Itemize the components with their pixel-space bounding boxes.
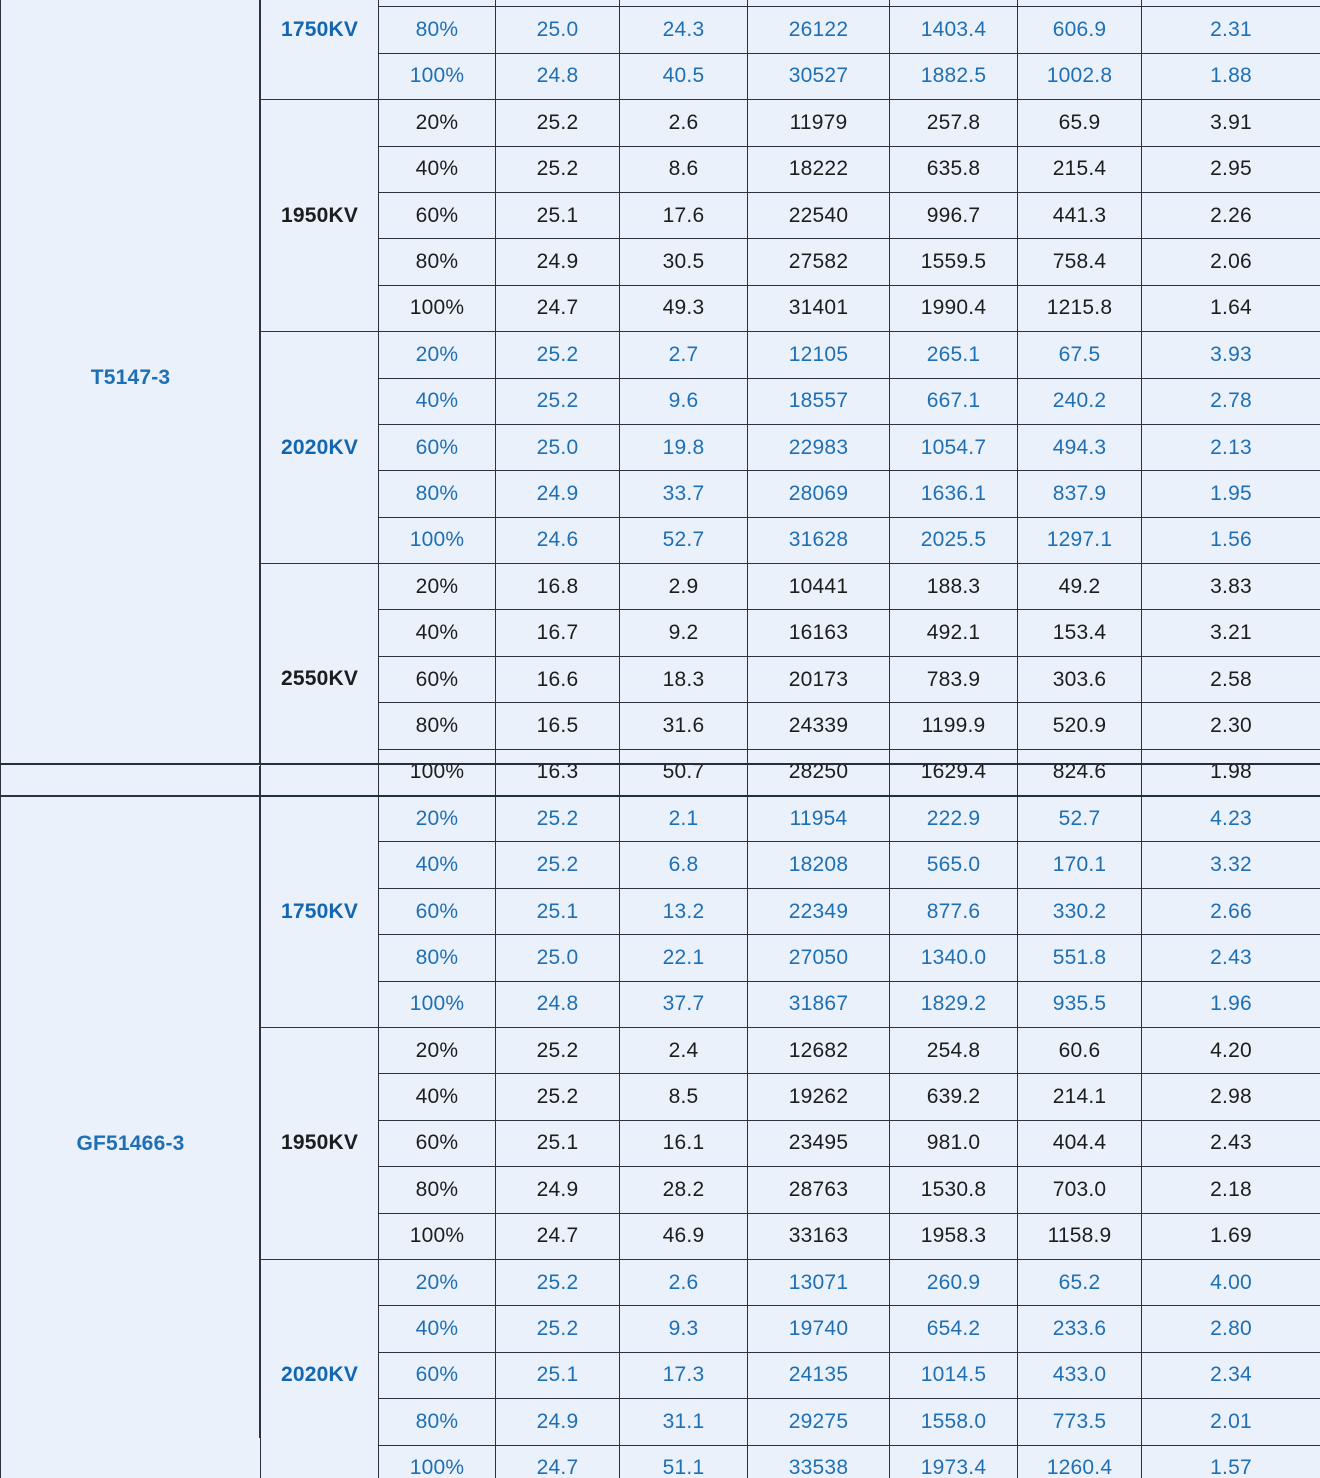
rpm-cell: 31401 bbox=[748, 285, 890, 331]
efficiency-cell: 2.34 bbox=[1142, 1352, 1320, 1398]
efficiency-cell: 1.96 bbox=[1142, 981, 1320, 1027]
current-cell: 13.2 bbox=[620, 888, 748, 934]
voltage-cell: 25.0 bbox=[496, 424, 620, 470]
rpm-cell: 23495 bbox=[748, 1120, 890, 1166]
current-cell: 51.1 bbox=[620, 1445, 748, 1478]
power-cell: 520.9 bbox=[1018, 703, 1142, 749]
rpm-cell: 18222 bbox=[748, 146, 890, 192]
rpm-cell: 22349 bbox=[748, 888, 890, 934]
throttle-cell: 20% bbox=[379, 332, 496, 378]
current-cell: 22.1 bbox=[620, 935, 748, 981]
voltage-cell: 24.9 bbox=[496, 239, 620, 285]
thrust-cell: 1559.5 bbox=[890, 239, 1018, 285]
thrust-cell: 1829.2 bbox=[890, 981, 1018, 1027]
efficiency-cell: 3.83 bbox=[1142, 564, 1320, 610]
thrust-cell: 1973.4 bbox=[890, 1445, 1018, 1478]
throttle-cell: 100% bbox=[379, 981, 496, 1027]
efficiency-cell: 1.98 bbox=[1142, 749, 1320, 795]
power-cell: 837.9 bbox=[1018, 471, 1142, 517]
kv-rating-cell: 2020KV bbox=[261, 1259, 379, 1478]
throttle-cell: 60% bbox=[379, 656, 496, 702]
thrust-cell: 565.0 bbox=[890, 842, 1018, 888]
voltage-cell: 25.2 bbox=[496, 100, 620, 146]
thrust-cell: 981.0 bbox=[890, 1120, 1018, 1166]
current-cell: 31.6 bbox=[620, 703, 748, 749]
power-cell: 49.2 bbox=[1018, 564, 1142, 610]
current-cell bbox=[620, 0, 748, 7]
current-cell: 30.5 bbox=[620, 239, 748, 285]
rpm-cell: 11979 bbox=[748, 100, 890, 146]
efficiency-cell: 2.95 bbox=[1142, 146, 1320, 192]
power-cell: 65.2 bbox=[1018, 1259, 1142, 1305]
voltage-cell: 25.1 bbox=[496, 192, 620, 238]
thrust-cell: 222.9 bbox=[890, 796, 1018, 842]
throttle-cell: 100% bbox=[379, 53, 496, 99]
voltage-cell: 25.1 bbox=[496, 888, 620, 934]
throttle-cell: 40% bbox=[379, 1074, 496, 1120]
throttle-cell: 80% bbox=[379, 471, 496, 517]
voltage-cell: 25.2 bbox=[496, 796, 620, 842]
thrust-cell: 2025.5 bbox=[890, 517, 1018, 563]
voltage-cell: 24.7 bbox=[496, 1213, 620, 1259]
current-cell: 18.3 bbox=[620, 656, 748, 702]
current-cell: 37.7 bbox=[620, 981, 748, 1027]
current-cell: 2.7 bbox=[620, 332, 748, 378]
power-cell: 494.3 bbox=[1018, 424, 1142, 470]
voltage-cell bbox=[496, 0, 620, 7]
voltage-cell: 25.2 bbox=[496, 378, 620, 424]
throttle-cell: 80% bbox=[379, 1399, 496, 1445]
power-cell: 1297.1 bbox=[1018, 517, 1142, 563]
efficiency-cell: 1.64 bbox=[1142, 285, 1320, 331]
thrust-cell: 1199.9 bbox=[890, 703, 1018, 749]
efficiency-cell: 1.56 bbox=[1142, 517, 1320, 563]
current-cell: 2.6 bbox=[620, 100, 748, 146]
thrust-cell: 1882.5 bbox=[890, 53, 1018, 99]
table-body bbox=[1, 0, 1320, 1478]
rpm-cell: 28250 bbox=[748, 749, 890, 795]
rpm-cell: 29275 bbox=[748, 1399, 890, 1445]
thrust-cell: 1990.4 bbox=[890, 285, 1018, 331]
power-cell: 703.0 bbox=[1018, 1167, 1142, 1213]
voltage-cell: 25.2 bbox=[496, 1306, 620, 1352]
power-cell: 303.6 bbox=[1018, 656, 1142, 702]
current-cell: 40.5 bbox=[620, 53, 748, 99]
thrust-cell: 188.3 bbox=[890, 564, 1018, 610]
throttle-cell: 80% bbox=[379, 703, 496, 749]
power-cell: 1215.8 bbox=[1018, 285, 1142, 331]
power-cell: 60.6 bbox=[1018, 1027, 1142, 1073]
rpm-cell: 33163 bbox=[748, 1213, 890, 1259]
efficiency-cell: 1.57 bbox=[1142, 1445, 1320, 1478]
rpm-cell: 28069 bbox=[748, 471, 890, 517]
thrust-cell: 783.9 bbox=[890, 656, 1018, 702]
kv-rating-cell: 1750KV bbox=[261, 796, 379, 1028]
power-cell: 233.6 bbox=[1018, 1306, 1142, 1352]
current-cell: 2.6 bbox=[620, 1259, 748, 1305]
throttle-cell: 20% bbox=[379, 1259, 496, 1305]
efficiency-cell: 2.80 bbox=[1142, 1306, 1320, 1352]
current-cell: 9.3 bbox=[620, 1306, 748, 1352]
throttle-cell: 60% bbox=[379, 888, 496, 934]
thrust-cell: 667.1 bbox=[890, 378, 1018, 424]
thrust-cell bbox=[890, 0, 1018, 7]
efficiency-cell: 2.30 bbox=[1142, 703, 1320, 749]
thrust-cell: 1403.4 bbox=[890, 7, 1018, 53]
power-cell: 330.2 bbox=[1018, 888, 1142, 934]
voltage-cell: 16.7 bbox=[496, 610, 620, 656]
throttle-cell: 60% bbox=[379, 424, 496, 470]
voltage-cell: 25.0 bbox=[496, 7, 620, 53]
throttle-cell: 40% bbox=[379, 610, 496, 656]
current-cell: 33.7 bbox=[620, 471, 748, 517]
rpm-cell: 27050 bbox=[748, 935, 890, 981]
voltage-cell: 24.8 bbox=[496, 53, 620, 99]
power-cell: 215.4 bbox=[1018, 146, 1142, 192]
voltage-cell: 25.2 bbox=[496, 1259, 620, 1305]
model-column-rule-top bbox=[259, 0, 260, 764]
efficiency-cell: 2.66 bbox=[1142, 888, 1320, 934]
current-cell: 46.9 bbox=[620, 1213, 748, 1259]
voltage-cell: 25.2 bbox=[496, 1027, 620, 1073]
rpm-cell: 12105 bbox=[748, 332, 890, 378]
efficiency-cell: 2.31 bbox=[1142, 7, 1320, 53]
model-name-cell: GF51466-3 bbox=[1, 796, 261, 1478]
throttle-cell: 80% bbox=[379, 1167, 496, 1213]
table-row bbox=[1, 796, 1320, 842]
current-cell: 19.8 bbox=[620, 424, 748, 470]
throttle-cell: 40% bbox=[379, 842, 496, 888]
kv-rating-cell: 1750KV bbox=[261, 0, 379, 100]
rpm-cell: 22983 bbox=[748, 424, 890, 470]
voltage-cell: 25.2 bbox=[496, 332, 620, 378]
current-cell: 2.9 bbox=[620, 564, 748, 610]
rpm-cell: 12682 bbox=[748, 1027, 890, 1073]
model-name-cell: T5147-3 bbox=[1, 0, 261, 796]
rpm-cell: 16163 bbox=[748, 610, 890, 656]
throttle-cell: 60% bbox=[379, 1352, 496, 1398]
rpm-cell: 13071 bbox=[748, 1259, 890, 1305]
rpm-cell: 28763 bbox=[748, 1167, 890, 1213]
power-cell: 935.5 bbox=[1018, 981, 1142, 1027]
current-cell: 17.6 bbox=[620, 192, 748, 238]
efficiency-cell: 1.95 bbox=[1142, 471, 1320, 517]
rpm-cell: 11954 bbox=[748, 796, 890, 842]
current-cell: 9.6 bbox=[620, 378, 748, 424]
rpm-cell: 31628 bbox=[748, 517, 890, 563]
efficiency-cell: 3.91 bbox=[1142, 100, 1320, 146]
rpm-cell: 24339 bbox=[748, 703, 890, 749]
voltage-cell: 24.9 bbox=[496, 1167, 620, 1213]
rpm-cell: 20173 bbox=[748, 656, 890, 702]
section-divider bbox=[0, 763, 1320, 765]
rpm-cell: 22540 bbox=[748, 192, 890, 238]
power-cell bbox=[1018, 0, 1142, 7]
voltage-cell: 16.5 bbox=[496, 703, 620, 749]
voltage-cell: 16.8 bbox=[496, 564, 620, 610]
efficiency-cell: 4.23 bbox=[1142, 796, 1320, 842]
power-cell: 433.0 bbox=[1018, 1352, 1142, 1398]
current-cell: 50.7 bbox=[620, 749, 748, 795]
model-column-rule-bottom bbox=[259, 766, 260, 1438]
efficiency-cell: 2.13 bbox=[1142, 424, 1320, 470]
throttle-cell: 100% bbox=[379, 517, 496, 563]
throttle-cell: 100% bbox=[379, 1445, 496, 1478]
kv-rating-cell: 1950KV bbox=[261, 100, 379, 332]
efficiency-cell: 2.43 bbox=[1142, 935, 1320, 981]
rpm-cell: 30527 bbox=[748, 53, 890, 99]
thrust-cell: 260.9 bbox=[890, 1259, 1018, 1305]
power-cell: 1002.8 bbox=[1018, 53, 1142, 99]
voltage-cell: 24.9 bbox=[496, 1399, 620, 1445]
efficiency-cell: 2.98 bbox=[1142, 1074, 1320, 1120]
voltage-cell: 24.6 bbox=[496, 517, 620, 563]
efficiency-cell: 2.18 bbox=[1142, 1167, 1320, 1213]
rpm-cell: 18208 bbox=[748, 842, 890, 888]
power-cell: 441.3 bbox=[1018, 192, 1142, 238]
efficiency-cell: 2.58 bbox=[1142, 656, 1320, 702]
efficiency-cell: 2.06 bbox=[1142, 239, 1320, 285]
voltage-cell: 25.1 bbox=[496, 1352, 620, 1398]
efficiency-cell: 3.32 bbox=[1142, 842, 1320, 888]
voltage-cell: 25.2 bbox=[496, 1074, 620, 1120]
voltage-cell: 24.7 bbox=[496, 285, 620, 331]
power-cell: 758.4 bbox=[1018, 239, 1142, 285]
throttle-cell: 20% bbox=[379, 100, 496, 146]
efficiency-cell: 3.21 bbox=[1142, 610, 1320, 656]
rpm-cell bbox=[748, 0, 890, 7]
throttle-cell: 20% bbox=[379, 796, 496, 842]
power-cell: 240.2 bbox=[1018, 378, 1142, 424]
current-cell: 49.3 bbox=[620, 285, 748, 331]
rpm-cell: 10441 bbox=[748, 564, 890, 610]
rpm-cell: 24135 bbox=[748, 1352, 890, 1398]
voltage-cell: 25.1 bbox=[496, 1120, 620, 1166]
thrust-cell: 877.6 bbox=[890, 888, 1018, 934]
throttle-cell: 40% bbox=[379, 1306, 496, 1352]
thrust-cell: 265.1 bbox=[890, 332, 1018, 378]
efficiency-cell: 2.01 bbox=[1142, 1399, 1320, 1445]
rpm-cell: 26122 bbox=[748, 7, 890, 53]
voltage-cell: 16.3 bbox=[496, 749, 620, 795]
kv-rating-cell: 1950KV bbox=[261, 1027, 379, 1259]
power-cell: 1158.9 bbox=[1018, 1213, 1142, 1259]
power-cell: 67.5 bbox=[1018, 332, 1142, 378]
throttle-cell: 40% bbox=[379, 378, 496, 424]
power-cell: 170.1 bbox=[1018, 842, 1142, 888]
table-row bbox=[1, 0, 1320, 7]
power-cell: 551.8 bbox=[1018, 935, 1142, 981]
rpm-cell: 33538 bbox=[748, 1445, 890, 1478]
thrust-cell: 1958.3 bbox=[890, 1213, 1018, 1259]
current-cell: 9.2 bbox=[620, 610, 748, 656]
throttle-cell: 100% bbox=[379, 285, 496, 331]
current-cell: 8.5 bbox=[620, 1074, 748, 1120]
thrust-cell: 639.2 bbox=[890, 1074, 1018, 1120]
throttle-cell: 100% bbox=[379, 749, 496, 795]
throttle-cell: 80% bbox=[379, 7, 496, 53]
thrust-cell: 1014.5 bbox=[890, 1352, 1018, 1398]
throttle-cell: 20% bbox=[379, 1027, 496, 1073]
efficiency-cell: 1.69 bbox=[1142, 1213, 1320, 1259]
efficiency-cell: 4.00 bbox=[1142, 1259, 1320, 1305]
voltage-cell: 16.6 bbox=[496, 656, 620, 702]
rpm-cell: 31867 bbox=[748, 981, 890, 1027]
power-cell: 65.9 bbox=[1018, 100, 1142, 146]
throttle-cell: 20% bbox=[379, 564, 496, 610]
thrust-cell: 254.8 bbox=[890, 1027, 1018, 1073]
thrust-cell: 635.8 bbox=[890, 146, 1018, 192]
efficiency-cell: 2.78 bbox=[1142, 378, 1320, 424]
current-cell: 24.3 bbox=[620, 7, 748, 53]
voltage-cell: 25.2 bbox=[496, 842, 620, 888]
voltage-cell: 24.8 bbox=[496, 981, 620, 1027]
thrust-cell: 1629.4 bbox=[890, 749, 1018, 795]
thrust-cell: 257.8 bbox=[890, 100, 1018, 146]
thrust-cell: 1558.0 bbox=[890, 1399, 1018, 1445]
efficiency-cell: 3.93 bbox=[1142, 332, 1320, 378]
throttle-cell: 100% bbox=[379, 1213, 496, 1259]
power-cell: 606.9 bbox=[1018, 7, 1142, 53]
voltage-cell: 25.0 bbox=[496, 935, 620, 981]
thrust-cell: 1054.7 bbox=[890, 424, 1018, 470]
power-cell: 773.5 bbox=[1018, 1399, 1142, 1445]
efficiency-cell bbox=[1142, 0, 1320, 7]
throttle-cell: 60% bbox=[379, 192, 496, 238]
power-cell: 404.4 bbox=[1018, 1120, 1142, 1166]
kv-rating-cell: 2020KV bbox=[261, 332, 379, 564]
thrust-cell: 996.7 bbox=[890, 192, 1018, 238]
voltage-cell: 25.2 bbox=[496, 146, 620, 192]
throttle-cell: 80% bbox=[379, 935, 496, 981]
power-cell: 214.1 bbox=[1018, 1074, 1142, 1120]
current-cell: 31.1 bbox=[620, 1399, 748, 1445]
throttle-cell bbox=[379, 0, 496, 7]
current-cell: 52.7 bbox=[620, 517, 748, 563]
efficiency-cell: 2.43 bbox=[1142, 1120, 1320, 1166]
power-cell: 1260.4 bbox=[1018, 1445, 1142, 1478]
efficiency-cell: 1.88 bbox=[1142, 53, 1320, 99]
rpm-cell: 19262 bbox=[748, 1074, 890, 1120]
current-cell: 2.4 bbox=[620, 1027, 748, 1073]
rpm-cell: 19740 bbox=[748, 1306, 890, 1352]
current-cell: 16.1 bbox=[620, 1120, 748, 1166]
rpm-cell: 27582 bbox=[748, 239, 890, 285]
power-cell: 52.7 bbox=[1018, 796, 1142, 842]
current-cell: 17.3 bbox=[620, 1352, 748, 1398]
power-cell: 824.6 bbox=[1018, 749, 1142, 795]
throttle-cell: 40% bbox=[379, 146, 496, 192]
thrust-cell: 1340.0 bbox=[890, 935, 1018, 981]
efficiency-cell: 2.26 bbox=[1142, 192, 1320, 238]
voltage-cell: 24.7 bbox=[496, 1445, 620, 1478]
thrust-cell: 492.1 bbox=[890, 610, 1018, 656]
voltage-cell: 24.9 bbox=[496, 471, 620, 517]
power-cell: 153.4 bbox=[1018, 610, 1142, 656]
current-cell: 28.2 bbox=[620, 1167, 748, 1213]
thrust-cell: 1636.1 bbox=[890, 471, 1018, 517]
current-cell: 6.8 bbox=[620, 842, 748, 888]
throttle-cell: 60% bbox=[379, 1120, 496, 1166]
current-cell: 8.6 bbox=[620, 146, 748, 192]
current-cell: 2.1 bbox=[620, 796, 748, 842]
throttle-cell: 80% bbox=[379, 239, 496, 285]
rpm-cell: 18557 bbox=[748, 378, 890, 424]
thrust-cell: 1530.8 bbox=[890, 1167, 1018, 1213]
thrust-cell: 654.2 bbox=[890, 1306, 1018, 1352]
efficiency-cell: 4.20 bbox=[1142, 1027, 1320, 1073]
kv-rating-cell: 2550KV bbox=[261, 564, 379, 796]
